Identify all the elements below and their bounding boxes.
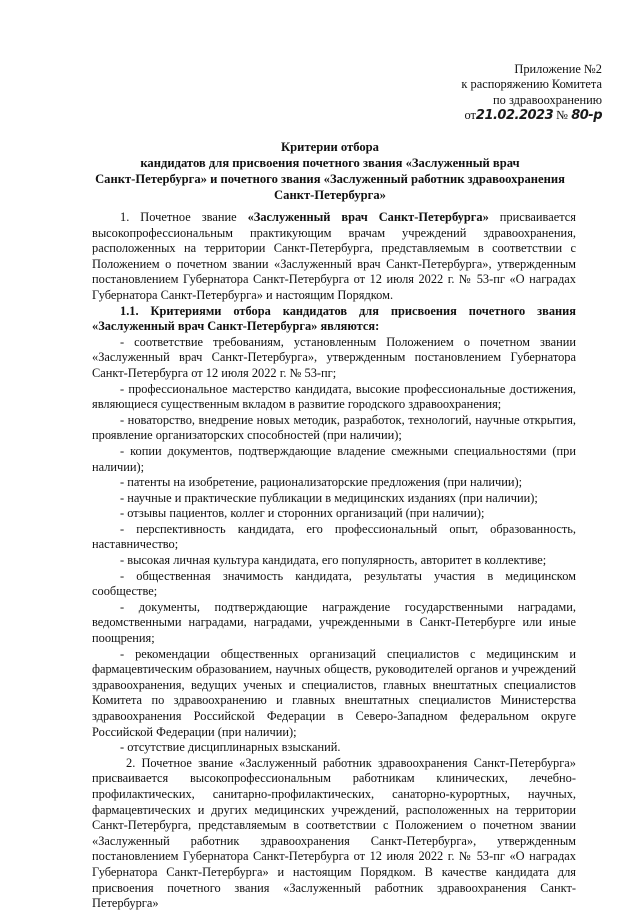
list-item: - отсутствие дисциплинарных взысканий.	[120, 740, 341, 755]
list-item: - документы, подтверждающие награждение государственными наградами, ведомственными наградами, наградами, учрежденными в Санкт-Петербурге или иные поощрения;	[92, 599, 576, 646]
list-item: - патенты на изобретение, рационализаторские предложения (при наличии);	[120, 475, 523, 490]
title-line: Санкт-Петербурга» и почетного звания «Заслуженный работник здравоохранения	[95, 172, 565, 186]
list-item: - новаторство, внедрение новых методик, разработок, технологий, научные открытия, проявление организаторских способностей (при наличии);	[92, 412, 576, 443]
list-item: - копии документов, подтверждающие владение смежными специальностями (при наличии);	[92, 443, 576, 474]
annex-header	[412, 62, 602, 124]
document-title	[80, 139, 580, 203]
annex-date-line	[412, 108, 602, 123]
section-1-intro	[92, 210, 576, 304]
section-2-text: 2. Почетное звание «Заслуженный работник здравоохранения Санкт-Петербурга» присваивается высокопрофессиональным работникам клинических, лечебно-профилактических, санитарно-профилактических, санаторно-курортных, научных, фармацевтических и других медицинских учреждений, расположенных на территории Санкт-Петербурга, представляемым в соответствии с Положением о почетном звании «Заслуженный работник здравоохранения Санкт-Петербурга», утвержденным постановлением Губернатора Санкт-Петербурга от 12 июля 2022 г. № 53-пг «О наградах Губернатора Санкт-Петербурга» и настоящим Порядком. В качестве кандидата для присвоения почетного звания «Заслуженный работник здравоохранения Санкт-Петербурга»	[92, 755, 576, 911]
list-item: - перспективность кандидата, его профессиональный опыт, образованность, наставничество;	[92, 521, 576, 552]
number-sign: №	[556, 108, 569, 123]
title-line: Санкт-Петербурга»	[274, 188, 386, 202]
annex-ref-line: к распоряжению Комитета	[461, 77, 602, 92]
list-item: - научные и практические публикации в медицинских изданиях (при наличии);	[120, 490, 538, 505]
intro-text: присваивается высокопрофессиональным практикующим врачам учреждений здравоохранения, расположенных на территории Санкт-Петербурга, представляемым в соответствии с Положением о почетном звании «Заслуженный врач Санкт-Петербурга», утвержденным постановлением Губернатора Санкт-Петербурга от 12 июля 2022 г. № 53-пг «О наградах Губернатора Санкт-Петербурга» и настоящим Порядком.	[92, 210, 577, 302]
date-prefix: от	[464, 108, 476, 123]
handwritten-number: 80-р	[571, 108, 602, 124]
list-item: - высокая личная культура кандидата, его популярность, авторитет в коллективе;	[120, 553, 547, 568]
list-item: - рекомендации общественных организаций специалистов с медицинским и фармацевтическим образованием, научных обществ, руководителей органов и учреждений здравоохранения, ведущих ученых и специалистов, главных внештатных специалистов Комитета по здравоохранению и главных внештатных специалистов Министерства здравоохранения Российской Федерации в Северо-Западном федеральном округе Российской Федерации (при наличии);	[92, 646, 576, 739]
list-item: - общественная значимость кандидата, результаты участия в медицинском сообществе;	[92, 568, 576, 599]
handwritten-date: 21.02.2023	[475, 108, 554, 124]
intro-text: 1. Почетное звание	[120, 210, 248, 224]
intro-bold-text: «Заслуженный врач Санкт-Петербурга»	[247, 210, 489, 224]
criteria-heading: 1.1. Критериями отбора кандидатов для присвоения почетного звания «Заслуженный врач Санкт-Петербурга» являются:	[92, 303, 576, 334]
list-item: - соответствие требованиям, установленным Положением о почетном звании «Заслуженный врач Санкт-Петербурга», утвержденным постановлением Губернатора Санкт-Петербурга от 12 июля 2022 г. № 53-пг;	[92, 334, 576, 380]
list-item: - профессиональное мастерство кандидата, высокие профессиональные достижения, являющиеся существенным вкладом в развитие городского здравоохранения;	[92, 381, 576, 412]
title-line: Критерии отбора	[281, 140, 379, 154]
annex-ref-line: по здравоохранению	[493, 92, 602, 107]
list-item: - отзывы пациентов, коллег и сторонних организаций (при наличии);	[120, 506, 485, 521]
annex-title: Приложение №2	[514, 62, 602, 76]
title-line: кандидатов для присвоения почетного звания «Заслуженный врач	[140, 156, 520, 170]
document-body	[92, 210, 576, 912]
